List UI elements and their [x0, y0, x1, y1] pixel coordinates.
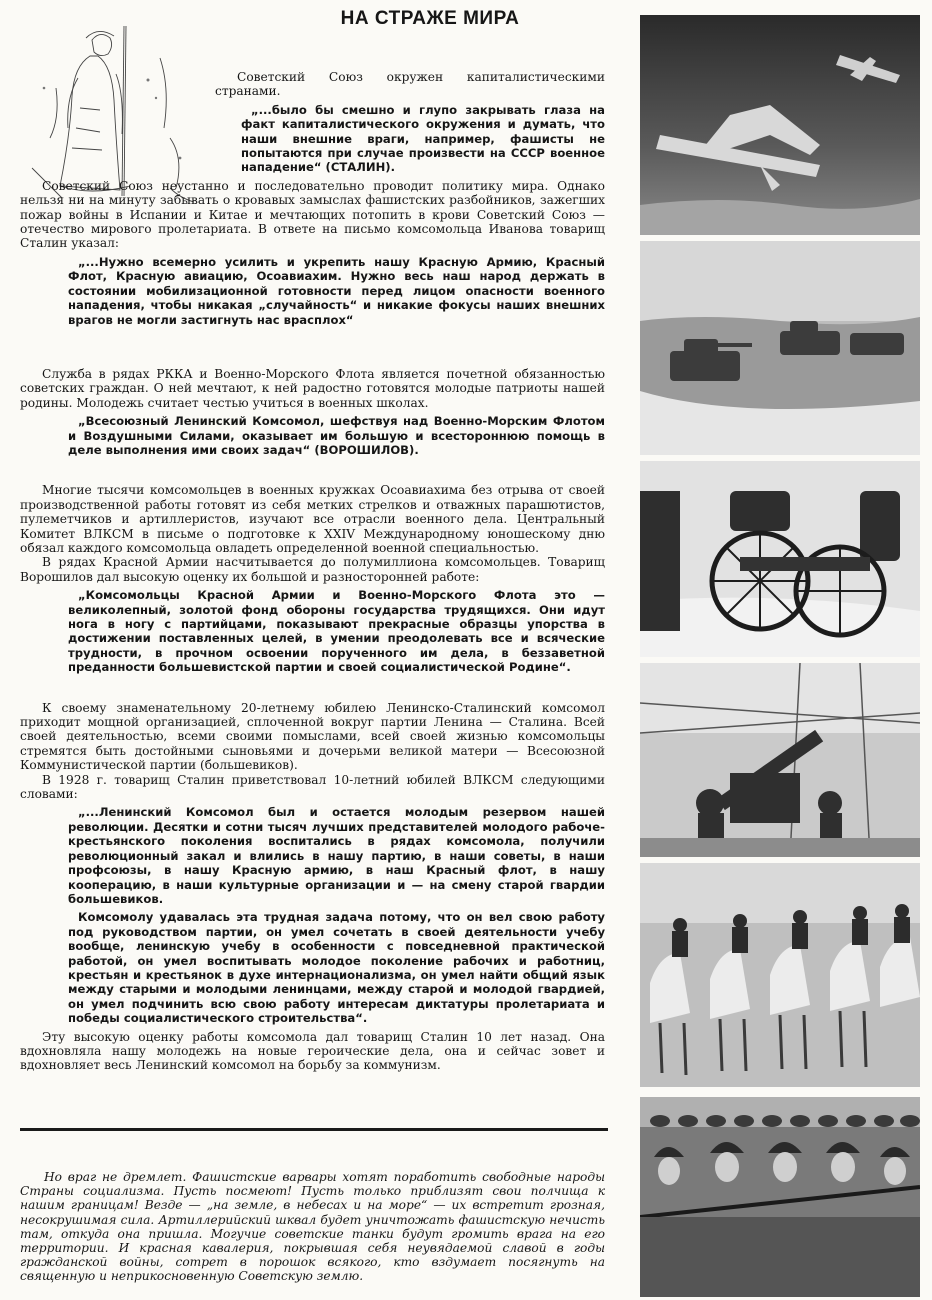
paragraph-service: Служба в рядах РККА и Военно-Морского Флота является почетной обязанностью советских граждан. О ней мечтают, к ней радостно готовятся молодые патриоты нашей родины. Молодежь считает честью учиться в военных школах.: [20, 366, 605, 410]
paragraph-peace-policy: Советский Союз неустанно и последовательно проводит политику мира. Однако нельзя ни на минуту забывать о кровавых замыслах фашистских разбойников, зажегших пожар войны в Испании и Китае и мечтающих потопить в крови Советский Союз — отечество мирового пролетариата. В ответе на письмо комсомольца Иванова товарищ Сталин указал:: [20, 178, 605, 251]
footer-italic-text: Но враг не дремлет. Фашистские варвары хотят поработить свободные народы Страны социализма. Пусть посмеют! Пусть только приблизят свои полчища к нашим границам! Везде — „на земле, в небесах и на море“ — их встретит грозная, несокрушимая сила. Артиллерийский шквал будет уничтожать фашистскую нечисть там, откуда она пришла. Могучие советские танки будут громить врага на его территории. И красная кавалерия, покрывшая себя неувядаемой славой в годы гражданской войны, сотрет в порошок всякого, кто вздумает посягнуть на священную и неприкосновенную Советскую землю.: [20, 1170, 605, 1284]
stalin-quote-reserve: „...Ленинский Комсомол был и остается молодым резервом нашей революции. Десятки и сотни тысяч лучших представителей молодого рабоче-крестьянского поколения воспитались в рядах комсомола, получили революционный закал и влились в нашу партию, в наши советы, в наши профсоюзы, в нашу Красную армию, в наш Красный флот, в нашу кооперацию, в наши культурные организации и — на смену старой гвардии большевиков.: [68, 805, 605, 906]
photo-tanks: [640, 241, 920, 455]
photo-naval-gun: [640, 663, 920, 857]
paragraph-red-army: В рядах Красной Армии насчитывается до полумиллиона комсомольцев. Товарищ Ворошилов дал высокую оценку их большой и разносторонней работе:: [20, 555, 605, 584]
page-title: НА СТРАЖЕ МИРА: [340, 8, 520, 29]
article-body: [20, 70, 605, 1073]
intro-lead: Советский Союз окружен капиталистическими странами.: [215, 70, 605, 99]
paragraph-osoaviakhim: Многие тысячи комсомольцев в военных кружках Осоавиахима без отрыва от своей производственной работы готовят из себя метких стрелков и отважных парашютистов, пулеметчиков и артиллеристов, изучают все отрасли военного дела. Центральный Комитет ВЛКСМ в письме о подготовке к XXIV Международному юношескому дню обязал каждого комсомольца овладеть определенной военной специальностью.: [20, 483, 605, 555]
photo-field-gun: [640, 461, 920, 657]
paragraph-1928: В 1928 г. товарищ Сталин приветствовал 10-летний юбилей ВЛКСМ следующими словами:: [20, 772, 605, 802]
stalin-quote-army: „...Нужно всемерно усилить и укрепить нашу Красную Армию, Красный Флот, Красную авиацию, Осоавиахим. Нужно весь наш народ держать в состоянии мобилизационной готовности перед лицом опасности военного нападения, чтобы никакая „случайность“ и никакие фокусы наших внешних врагов не могли застигнуть нас врасплох“: [68, 254, 605, 327]
stalin-quote-task: Комсомолу удавалась эта трудная задача потому, что он вел свою работу под руководством партии, он умел сочетать в своей деятельности учебу вообще, ленинскую учебу в особенности с повседневной практической работой, он умел воспитывать молодое поколение рабочих и работниц, крестьян и крестьянок в духе интернационализма, он умел найти общий язык между старыми и молодыми ленинцами, между старой и молодой гвардией, он умел подчинить всю свою работу интересам диктатуры пролетариата и победы социалистического строительства“.: [68, 910, 605, 1026]
voroshilov-quote-komsomol: „Всесоюзный Ленинский Комсомол, шефствуя над Военно-Морским Флотом и Воздушными Силами, оказывает им большую и всестороннюю помощь в деле выполнения ими своих задач“ (ВОРОШИЛОВ).: [68, 414, 605, 457]
voroshilov-quote-fund: „Комсомольцы Красной Армии и Военно-Морского Флота это — великолепный, золотой фонд обороны государства трудящихся. Они идут нога в ногу с партийцами, показывают прекрасные образцы упорства в достижении поставленных целей, в умении преодолевать все и всяческие трудности, в прочном освоении порученного им дела, в беззаветной преданности большевистской партии и своей социалистической Родине“.: [68, 588, 605, 675]
paragraph-assessment: Эту высокую оценку работы комсомола дал товарищ Сталин 10 лет назад. Она вдохновляла нашу молодежь на новые героические дела, она и сейчас зовет и вдохновляет весь Ленинский комсомол на борьбу за коммунизм.: [20, 1029, 605, 1073]
intro-block: [215, 70, 605, 175]
photo-infantry-parade: [640, 1097, 920, 1297]
photo-bombers: [640, 15, 920, 235]
divider-rule: [20, 1128, 608, 1131]
paragraph-jubilee: К своему знаменательному 20-летнему юбилею Ленинско-Сталинский комсомол приходит мощной организацией, сплоченной вокруг партии Ленина — Сталина. Всей своей деятельностью, всеми своими помыслами, всей своей жизнью комсомольцы стремятся быть достойными сыновьями и дочерьми великой матери — Всесоюзной Коммунистической партии (большевиков).: [20, 700, 605, 773]
stalin-quote-intro: „...было бы смешно и глупо закрывать глаза на факт капиталистического окружения и думать, что наши внешние враги, например, фашисты не попытаются при случае произвести на СССР военное нападение“ (СТАЛИН).: [241, 102, 605, 175]
photo-cavalry: [640, 863, 920, 1087]
